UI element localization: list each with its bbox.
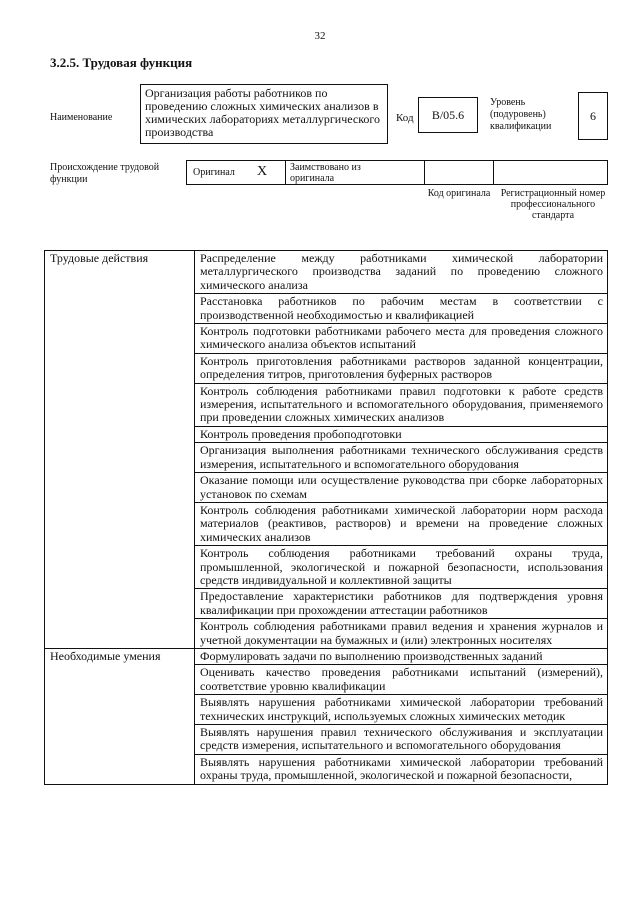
reg-number-box	[493, 160, 608, 185]
table-cell: Контроль приготовления работниками растворов заданной концентрации, определения титров, приготовления буферных растворов	[195, 353, 608, 383]
code-label: Код	[396, 112, 414, 124]
table-cell: Расстановка работников по рабочим местам в соответствии с производственной необходимостью и квалификацией	[195, 294, 608, 324]
table-cell: Контроль соблюдения работниками правил подготовки к работе средств измерения, испытательного и вспомогательного оборудования, применяемого при проведении сложных химических анализов	[195, 383, 608, 426]
table-cell: Организация выполнения работниками технического обслуживания средств измерения, испытательного и вспомогательного оборудования	[195, 443, 608, 473]
table-cell: Выявлять нарушения правил технического обслуживания и эксплуатации средств измерения, испытательного и вспомогательного оборудования	[195, 725, 608, 755]
table-cell: Формулировать задачи по выполнению производственных заданий	[195, 648, 608, 664]
table-cell: Контроль подготовки работниками рабочего места для проведения сложного химического анализа объектов испытаний	[195, 324, 608, 354]
borrowed-box	[285, 160, 425, 185]
table-row	[45, 251, 608, 294]
original-mark: X	[257, 164, 268, 179]
code-value-box	[418, 97, 478, 133]
level-label: Уровень (подуровень) квалификации	[490, 97, 552, 132]
name-label: Наименование	[50, 112, 113, 123]
table-cell: Распределение между работниками химической лаборатории металлургического производства заданий по проведению сложного химического анализа	[195, 251, 608, 294]
original-box	[186, 160, 286, 185]
origin-label: Происхождение трудовой функции	[50, 162, 160, 185]
table-cell: Предоставление характеристики работников для подтверждения уровня квалификации при прохождении аттестации работников	[195, 589, 608, 619]
level-value-box	[578, 92, 608, 140]
section-title: 3.2.5. Трудовая функция	[50, 55, 193, 70]
code-original-box	[424, 160, 494, 185]
table-cell: Выявлять нарушения работниками химической лаборатории требований охраны труда, промышленной, экологической и пожарной безопасности,	[195, 754, 608, 784]
table-cell: Контроль соблюдения работниками химической лаборатории норм расхода материалов (реактивов, растворов) и времени на проведение сложных химических анализов	[195, 502, 608, 545]
level-value: 6	[590, 108, 596, 123]
table-cell: Контроль соблюдения работниками правил ведения и хранения журналов и учетной документации на бумажных и (или) электронных носителях	[195, 619, 608, 649]
function-name: Организация работы работников по проведению сложных химических анализов в химических лабораториях металлургического производства	[145, 86, 381, 139]
borrowed-label: Заимствовано из оригинала	[290, 162, 361, 184]
page-number: 32	[314, 30, 326, 42]
section-label: Трудовые действия	[45, 251, 195, 649]
reg-number-label: Регистрационный номер профессионального стандарта	[500, 188, 606, 221]
table-cell: Оказание помощи или осуществление руководства при сборке лабораторных установок по схемам	[195, 473, 608, 503]
table-row	[45, 648, 608, 664]
table-cell: Выявлять нарушения работниками химической лаборатории требований технических инструкций, используемых сложных химических методик	[195, 695, 608, 725]
function-details-table	[44, 250, 608, 785]
table-cell: Оценивать качество проведения работниками испытаний (измерений), соответствие уровню квалификации	[195, 665, 608, 695]
table-cell: Контроль соблюдения работниками требований охраны труда, промышленной, экологической и пожарной безопасности, использования средств индивидуальной и коллективной защиты	[195, 546, 608, 589]
code-value: В/05.6	[431, 107, 465, 122]
section-label: Необходимые умения	[45, 648, 195, 784]
original-label: Оригинал	[193, 167, 235, 178]
table-cell: Контроль проведения пробоподготовки	[195, 426, 608, 442]
function-name-box	[140, 84, 388, 144]
code-original-label: Код оригинала	[427, 188, 491, 199]
